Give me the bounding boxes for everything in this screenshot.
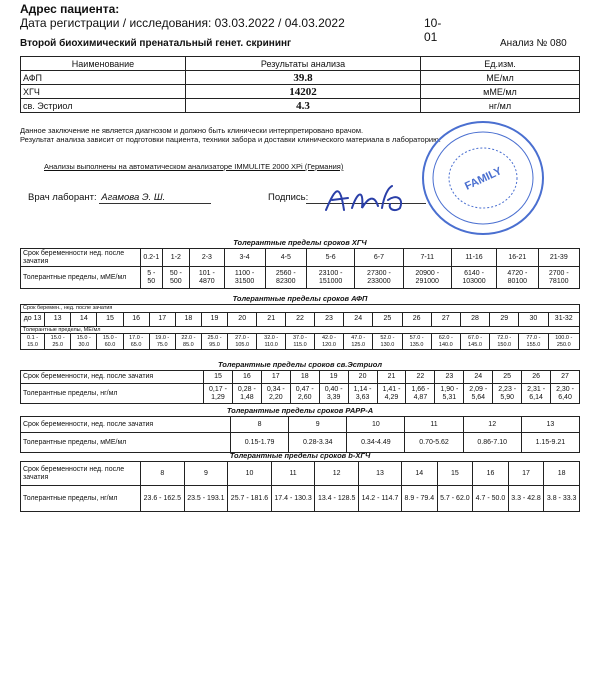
hcg-range: 20900 - 291000 bbox=[403, 267, 451, 289]
hcg-week: 1-2 bbox=[162, 249, 190, 267]
estriol-week: 18 bbox=[290, 371, 319, 384]
estriol-range: 0,28 - 1,48 bbox=[232, 384, 261, 404]
disclaimer bbox=[20, 126, 441, 144]
bhcg-range: 14.2 - 114.7 bbox=[358, 486, 401, 512]
hcg-range: 1100 - 31500 bbox=[224, 267, 265, 289]
table-row bbox=[21, 85, 580, 99]
hcg-range: 101 - 4870 bbox=[190, 267, 224, 289]
estriol-range: 1,90 - 5,31 bbox=[435, 384, 464, 404]
estriol-row1-label: Срок беременности, нед. после зачатия bbox=[21, 371, 204, 384]
afp-range: 47.0 - 125.0 bbox=[344, 334, 373, 350]
afp-week: 15 bbox=[97, 312, 123, 326]
afp-range: 42.0 - 120.0 bbox=[314, 334, 343, 350]
estriol-range: 1,14 - 3,63 bbox=[348, 384, 377, 404]
hcg-week: 16-21 bbox=[497, 249, 538, 267]
test-name: Второй биохимический пренатальный генет. скрининг bbox=[20, 38, 292, 49]
afp-range: 15.0 - 25.0 bbox=[45, 334, 71, 350]
hcg-range: 5 - 50 bbox=[141, 267, 163, 289]
estriol-week: 25 bbox=[493, 371, 522, 384]
afp-week: до 13 bbox=[21, 312, 45, 326]
estriol-range: 0,17 - 1,29 bbox=[204, 384, 233, 404]
afp-week: 30 bbox=[519, 312, 548, 326]
doctor-label: Врач лаборант: bbox=[28, 192, 97, 203]
bhcg-range: 8.9 - 79.4 bbox=[402, 486, 438, 512]
bhcg-range: 23.5 - 193.1 bbox=[184, 486, 228, 512]
hcg-range: 6140 - 103000 bbox=[451, 267, 496, 289]
doctor-name: Агамова Э. Ш. bbox=[99, 192, 211, 204]
hcg-range: 2560 - 82300 bbox=[265, 267, 306, 289]
bhcg-range: 3.3 - 42.8 bbox=[508, 486, 544, 512]
estriol-range: 0,34 - 2,20 bbox=[261, 384, 290, 404]
estriol-week: 17 bbox=[261, 371, 290, 384]
analyzer-note: Анализы выполнены на автоматическом анализаторе IMMULITE 2000 XPi (Германия) bbox=[44, 162, 344, 171]
bhcg-week: 17 bbox=[508, 462, 544, 486]
afp-range: 37.0 - 115.0 bbox=[286, 334, 315, 350]
result-name: св. Эстриол bbox=[21, 99, 186, 113]
result-unit: мМЕ/мл bbox=[421, 85, 580, 99]
afp-week: 16 bbox=[123, 312, 149, 326]
estriol-week: 15 bbox=[204, 371, 233, 384]
hcg-row1-label: Срок беременности нед. после зачатия bbox=[21, 249, 141, 267]
afp-row1-label: Срок беремен., нед. после зачатия bbox=[21, 305, 580, 313]
afp-week: 21 bbox=[257, 312, 286, 326]
afp-week: 27 bbox=[431, 312, 460, 326]
afp-range: 25.0 - 95.0 bbox=[201, 334, 227, 350]
estriol-title: Толерантные пределы сроков св.Эстриол bbox=[218, 360, 382, 369]
afp-range: 57.0 - 135.0 bbox=[402, 334, 431, 350]
results-table bbox=[20, 56, 580, 113]
estriol-week: 24 bbox=[464, 371, 493, 384]
estriol-week: 20 bbox=[348, 371, 377, 384]
hcg-week: 6-7 bbox=[355, 249, 403, 267]
registration-number: 10-01 bbox=[424, 16, 442, 44]
afp-range: 32.0 - 110.0 bbox=[257, 334, 286, 350]
pappa-range: 0.70-5.62 bbox=[405, 433, 463, 453]
result-value: 14202 bbox=[186, 85, 421, 99]
bhcg-range: 23.6 - 162.5 bbox=[141, 486, 185, 512]
bhcg-week: 16 bbox=[473, 462, 509, 486]
afp-range: 0.1 - 15.0 bbox=[21, 334, 45, 350]
bhcg-week: 9 bbox=[184, 462, 228, 486]
afp-row2-label: Толерантные пределы, МЕ/мл bbox=[21, 326, 580, 334]
estriol-week: 21 bbox=[377, 371, 406, 384]
pappa-week: 10 bbox=[347, 417, 405, 433]
hcg-range: 27300 - 233000 bbox=[355, 267, 403, 289]
registration-label: Дата регистрации / исследования: 03.03.2022 / 04.03.2022 bbox=[20, 16, 345, 30]
address-label: Адрес пациента: bbox=[20, 2, 120, 16]
analysis-number: Анализ № 080 bbox=[500, 38, 567, 49]
pappa-range: 0.34-4.49 bbox=[347, 433, 405, 453]
bhcg-week: 18 bbox=[544, 462, 580, 486]
stamp-text: FAMILY bbox=[463, 165, 504, 193]
result-name: ХГЧ bbox=[21, 85, 186, 99]
afp-range: 77.0 - 155.0 bbox=[519, 334, 548, 350]
afp-range: 72.0 - 150.0 bbox=[490, 334, 519, 350]
bhcg-week: 8 bbox=[141, 462, 185, 486]
afp-week: 31-32 bbox=[548, 312, 579, 326]
bhcg-range: 25.7 - 181.6 bbox=[228, 486, 272, 512]
stamp-icon bbox=[418, 118, 548, 238]
estriol-week: 27 bbox=[551, 371, 580, 384]
afp-week: 24 bbox=[344, 312, 373, 326]
pappa-range: 1.15-9.21 bbox=[521, 433, 579, 453]
pappa-table bbox=[20, 416, 580, 453]
afp-range: 67.0 - 145.0 bbox=[460, 334, 489, 350]
bhcg-week: 11 bbox=[271, 462, 315, 486]
hcg-range: 23100 - 151000 bbox=[306, 267, 354, 289]
pappa-range: 0.15-1.79 bbox=[231, 433, 289, 453]
hcg-range: 2700 - 78100 bbox=[538, 267, 579, 289]
pappa-row1-label: Срок беременности, нед. после зачатия bbox=[21, 417, 231, 433]
table-row bbox=[21, 71, 580, 85]
estriol-week: 22 bbox=[406, 371, 435, 384]
table-row bbox=[21, 99, 580, 113]
doctor-line bbox=[28, 192, 211, 204]
afp-week: 26 bbox=[402, 312, 431, 326]
afp-week: 20 bbox=[228, 312, 257, 326]
hcg-week: 4-5 bbox=[265, 249, 306, 267]
pappa-week: 13 bbox=[521, 417, 579, 433]
afp-week: 17 bbox=[149, 312, 175, 326]
estriol-week: 19 bbox=[319, 371, 348, 384]
estriol-week: 23 bbox=[435, 371, 464, 384]
estriol-range: 2,09 - 5,64 bbox=[464, 384, 493, 404]
bhcg-range: 4.7 - 50.0 bbox=[473, 486, 509, 512]
afp-week: 23 bbox=[314, 312, 343, 326]
estriol-table bbox=[20, 370, 580, 404]
hcg-range: 4720 - 80100 bbox=[497, 267, 538, 289]
hcg-title: Толерантные пределы сроков ХГЧ bbox=[233, 238, 367, 247]
pappa-range: 0.86-7.10 bbox=[463, 433, 521, 453]
afp-week: 29 bbox=[490, 312, 519, 326]
afp-week: 13 bbox=[45, 312, 71, 326]
bhcg-title: Толерантные пределы сроков b-ХГЧ bbox=[229, 451, 371, 460]
bhcg-week: 10 bbox=[228, 462, 272, 486]
afp-table bbox=[20, 304, 580, 350]
bhcg-row2-label: Толерантные пределы, нг/мл bbox=[21, 486, 141, 512]
estriol-week: 26 bbox=[522, 371, 551, 384]
disclaimer-line: Результат анализа зависит от подготовки пациента, техники забора и доставки клинического материала в лабораторию. bbox=[20, 135, 441, 144]
estriol-range: 2,31 - 6,14 bbox=[522, 384, 551, 404]
hcg-week: 21-39 bbox=[538, 249, 579, 267]
result-unit: МЕ/мл bbox=[421, 71, 580, 85]
estriol-range: 0,40 - 3,39 bbox=[319, 384, 348, 404]
bhcg-range: 17.4 - 130.3 bbox=[271, 486, 315, 512]
estriol-range: 2,30 - 6,40 bbox=[551, 384, 580, 404]
afp-week: 19 bbox=[201, 312, 227, 326]
pappa-range: 0.28-3.34 bbox=[289, 433, 347, 453]
results-header-name: Наименование bbox=[21, 57, 186, 71]
results-header-unit: Ед.изм. bbox=[421, 57, 580, 71]
bhcg-range: 3.8 - 33.3 bbox=[544, 486, 580, 512]
hcg-table bbox=[20, 248, 580, 289]
estriol-range: 0,47 - 2,60 bbox=[290, 384, 319, 404]
result-value: 4.3 bbox=[186, 99, 421, 113]
bhcg-week: 15 bbox=[437, 462, 473, 486]
bhcg-week: 12 bbox=[315, 462, 359, 486]
bhcg-range: 13.4 - 128.5 bbox=[315, 486, 359, 512]
signature-image bbox=[318, 180, 418, 216]
hcg-row2-label: Толерантные пределы, мМЕ/мл bbox=[21, 267, 141, 289]
hcg-range: 50 - 500 bbox=[162, 267, 190, 289]
afp-week: 25 bbox=[373, 312, 402, 326]
pappa-title: Толерантные пределы сроков PAPP-A bbox=[226, 406, 374, 415]
afp-week: 14 bbox=[71, 312, 97, 326]
results-header-value: Результаты анализа bbox=[186, 57, 421, 71]
estriol-range: 1,41 - 4,29 bbox=[377, 384, 406, 404]
afp-range: 15.0 - 30.0 bbox=[71, 334, 97, 350]
bhcg-table bbox=[20, 461, 580, 512]
bhcg-range: 5.7 - 62.0 bbox=[437, 486, 473, 512]
afp-week: 22 bbox=[286, 312, 315, 326]
pappa-week: 9 bbox=[289, 417, 347, 433]
signature-label: Подпись: bbox=[268, 192, 309, 203]
afp-week: 28 bbox=[460, 312, 489, 326]
afp-range: 19.0 - 75.0 bbox=[149, 334, 175, 350]
hcg-week: 7-11 bbox=[403, 249, 451, 267]
hcg-week: 0.2-1 bbox=[141, 249, 163, 267]
hcg-week: 2-3 bbox=[190, 249, 224, 267]
bhcg-week: 14 bbox=[402, 462, 438, 486]
hcg-week: 3-4 bbox=[224, 249, 265, 267]
afp-range: 100.0 - 250.0 bbox=[548, 334, 579, 350]
pappa-week: 11 bbox=[405, 417, 463, 433]
bhcg-week: 13 bbox=[358, 462, 401, 486]
afp-range: 52.0 - 130.0 bbox=[373, 334, 402, 350]
pappa-week: 12 bbox=[463, 417, 521, 433]
afp-range: 62.0 - 140.0 bbox=[431, 334, 460, 350]
afp-range: 22.0 - 85.0 bbox=[175, 334, 201, 350]
estriol-range: 1,66 - 4,87 bbox=[406, 384, 435, 404]
estriol-row2-label: Толерантные пределы, нг/мл bbox=[21, 384, 204, 404]
result-unit: нг/мл bbox=[421, 99, 580, 113]
hcg-week: 11-16 bbox=[451, 249, 496, 267]
afp-week: 18 bbox=[175, 312, 201, 326]
estriol-week: 16 bbox=[232, 371, 261, 384]
result-value: 39.8 bbox=[186, 71, 421, 85]
pappa-week: 8 bbox=[231, 417, 289, 433]
hcg-week: 5-6 bbox=[306, 249, 354, 267]
disclaimer-line: Данное заключение не является диагнозом и должно быть клинически интерпретировано врачом. bbox=[20, 126, 364, 135]
pappa-row2-label: Толерантные пределы, мМЕ/мл bbox=[21, 433, 231, 453]
estriol-range: 2,23 - 5,90 bbox=[493, 384, 522, 404]
afp-range: 17.0 - 65.0 bbox=[123, 334, 149, 350]
afp-range: 15.0 - 60.0 bbox=[97, 334, 123, 350]
bhcg-row1-label: Срок беременности нед. после зачатия bbox=[21, 462, 141, 486]
afp-range: 27.0 - 105.0 bbox=[228, 334, 257, 350]
result-name: АФП bbox=[21, 71, 186, 85]
afp-title: Толерантные пределы сроков АФП bbox=[232, 294, 368, 303]
